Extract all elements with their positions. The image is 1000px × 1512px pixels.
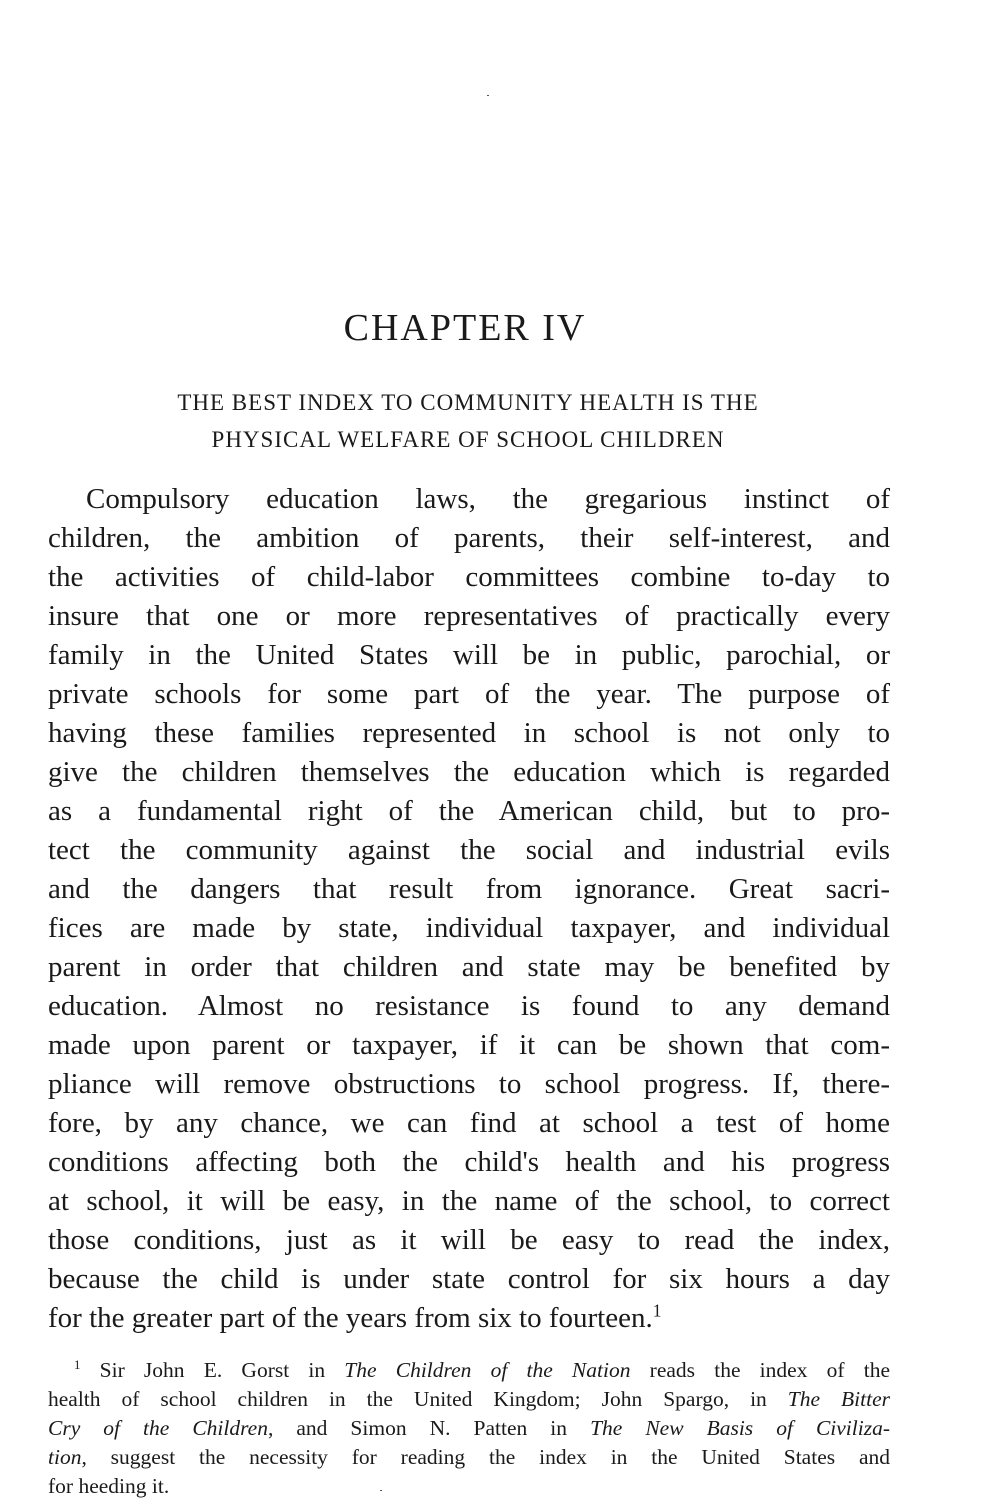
chapter-title [48,384,888,458]
body-line: family in the United States will be in public, parochial, or [48,639,890,671]
footnote-text: , suggest the necessity for reading the index in the United States and [81,1445,890,1469]
body-line: the activities of child-labor committees combine to-day to [48,561,890,593]
body-line: conditions affecting both the child's health and his progress [48,1146,890,1178]
scan-speck [487,95,489,96]
footnote-line [48,1443,890,1472]
body-line: Compulsory education laws, the gregarious instinct of [86,483,890,515]
body-line-last [48,1299,890,1338]
book-title: The Bitter [787,1387,890,1411]
footnote-text: reads the index of the [630,1358,890,1382]
body-line: fices are made by state, individual taxpayer, and individual [48,912,890,944]
footnote-line [48,1356,890,1385]
body-line: those conditions, just as it will be easy to read the index, [48,1224,890,1256]
footnote-marker: 1 [74,1357,81,1372]
body-paragraph [48,480,890,1338]
body-line: education. Almost no resistance is found to any demand [48,990,890,1022]
book-title: Cry of the Children [48,1416,268,1440]
body-line: because the child is under state control for six hours a day [48,1263,890,1295]
chapter-title-line: PHYSICAL WELFARE OF SCHOOL CHILDREN [211,427,725,452]
footnote-line: for heeding it. [48,1474,170,1498]
footnote-line [48,1385,890,1414]
body-line: tect the community against the social and industrial evils [48,834,890,866]
body-line: private schools for some part of the year. The purpose of [48,678,890,710]
chapter-heading: CHAPTER IV [343,307,587,349]
body-line: insure that one or more representatives of practically every [48,600,890,632]
body-line: parent in order that children and state may be benefited by [48,951,890,983]
book-title: The Children of the Nation [344,1358,631,1382]
footnote-text: Sir John E. Gorst in [80,1358,345,1382]
footnote [48,1356,890,1501]
body-line-text: for the greater part of the years from six to fourteen. [48,1302,653,1334]
footnote-text: , and Simon N. Patten in [267,1416,591,1440]
footnote-text: health of school children in the United Kingdom; John Spargo, in [48,1387,788,1411]
chapter-title-line: THE BEST INDEX TO COMMUNITY HEALTH IS THE [177,390,759,415]
body-line: give the children themselves the education which is regarded [48,756,890,788]
footnote-reference: 1 [652,1300,662,1321]
body-line: pliance will remove obstructions to school progress. If, there- [48,1068,890,1100]
body-line: children, the ambition of parents, their self-interest, and [48,522,890,554]
body-line: having these families represented in school is not only to [48,717,890,749]
book-title: tion [48,1445,82,1469]
footnote-line [48,1414,890,1443]
body-line: as a fundamental right of the American child, but to pro- [48,795,890,827]
body-line: fore, by any chance, we can find at school a test of home [48,1107,890,1139]
body-line: made upon parent or taxpayer, if it can be shown that com- [48,1029,890,1061]
book-title: The New Basis of Civiliza- [590,1416,891,1440]
body-line: at school, it will be easy, in the name of the school, to correct [48,1185,890,1217]
body-line: and the dangers that result from ignorance. Great sacri- [48,873,890,905]
